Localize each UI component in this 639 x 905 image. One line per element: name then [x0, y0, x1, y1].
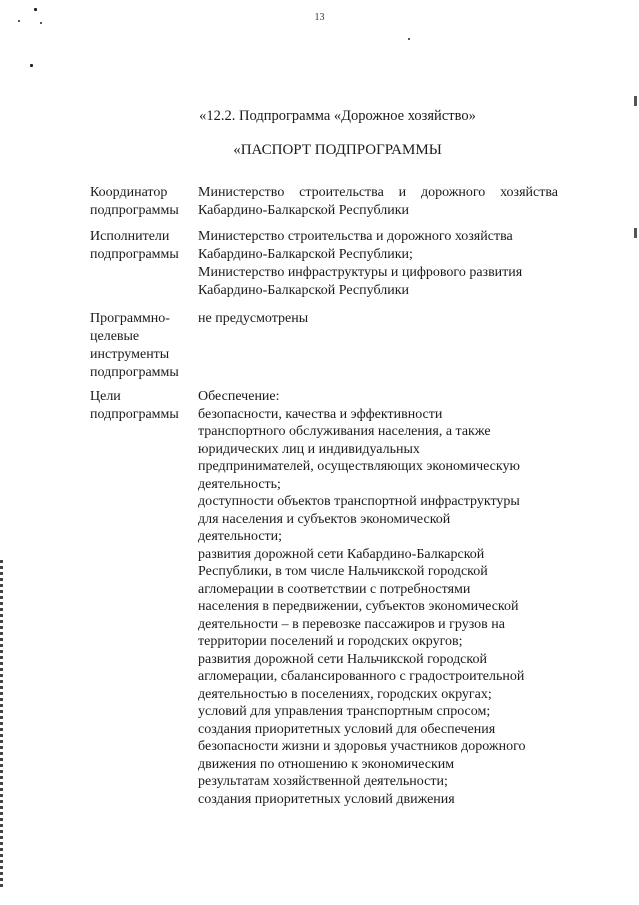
- row-value: [198, 228, 558, 300]
- row-label: [90, 184, 195, 220]
- scan-speck: [30, 64, 33, 67]
- value-line: юридических лиц и индивидуальных: [198, 441, 420, 457]
- scan-speck: [408, 38, 410, 40]
- value-line: не предусмотрены: [198, 311, 309, 326]
- value-line: транспортного обслуживания населения, а также: [198, 424, 491, 439]
- row-value: [198, 184, 558, 220]
- label-line: целевые: [90, 329, 140, 344]
- value-line: деятельности;: [198, 529, 283, 544]
- value-line: Республики, в том числе Нальчикской городской: [198, 564, 488, 579]
- label-line: подпрограммы: [90, 407, 179, 422]
- label-line: Координатор: [90, 185, 168, 200]
- value-line: развития дорожной сети Нальчикской городской: [198, 651, 487, 667]
- value-line: предпринимателей, осуществляющих экономическую: [198, 459, 520, 474]
- scan-edge-mark: [634, 228, 637, 238]
- value-line: Министерство инфраструктуры и цифрового развития: [198, 265, 523, 280]
- value-line: результатам хозяйственной деятельности;: [198, 774, 448, 789]
- scan-edge-stamp: [0, 560, 3, 890]
- value-line: Кабардино-Балкарской Республики: [198, 203, 409, 218]
- scan-edge-mark: [634, 96, 637, 106]
- label-line: подпрограммы: [90, 203, 179, 218]
- scan-speck: [18, 20, 20, 22]
- scan-speck: [40, 22, 42, 24]
- label-line: инструменты: [90, 347, 170, 362]
- value-line: движения по отношению к экономическим: [198, 756, 455, 772]
- label-line: Исполнители: [90, 229, 170, 244]
- value-line: создания приоритетных условий для обеспечения: [198, 721, 496, 737]
- section-heading: «12.2. Подпрограмма «Дорожное хозяйство»: [199, 108, 476, 124]
- label-line: Программно-: [90, 311, 170, 326]
- passport-heading: «ПАСПОРТ ПОДПРОГРАММЫ: [233, 142, 442, 158]
- value-line: для населения и субъектов экономической: [198, 511, 451, 527]
- value-line: Министерство строительства и дорожного хозяйства: [198, 229, 513, 244]
- value-line: деятельность;: [198, 476, 281, 492]
- value-line: создания приоритетных условий движения: [198, 791, 455, 807]
- value-line: развития дорожной сети Кабардино-Балкарской: [198, 546, 485, 562]
- value-line: Обеспечение:: [198, 389, 280, 404]
- row-value: [198, 388, 558, 808]
- page-number: 13: [314, 12, 325, 23]
- row-label: [90, 228, 195, 264]
- label-line: подпрограммы: [90, 247, 179, 262]
- value-line: Министерство строительства и дорожного хозяйства: [198, 185, 558, 200]
- value-line: территории поселений и городских округов;: [198, 634, 463, 649]
- value-line: Кабардино-Балкарской Республики: [198, 283, 409, 298]
- value-line: агломерации, сбалансированного с градостроительной: [198, 669, 525, 684]
- value-line: условий для управления транспортным спросом;: [198, 704, 491, 719]
- label-line: Цели: [90, 389, 121, 404]
- row-label: [90, 310, 195, 382]
- value-line: Кабардино-Балкарской Республики;: [198, 247, 413, 262]
- label-line: подпрограммы: [90, 365, 179, 380]
- value-line: деятельности – в перевозке пассажиров и грузов на: [198, 616, 505, 632]
- value-line: деятельностью в поселениях, городских округах;: [198, 686, 492, 702]
- row-label: [90, 388, 195, 424]
- scan-speck: [34, 8, 37, 11]
- value-line: населения в передвижении, субъектов экономической: [198, 599, 519, 614]
- value-line: безопасности, качества и эффективности: [198, 406, 443, 422]
- row-value: [198, 310, 558, 328]
- value-line: доступности объектов транспортной инфраструктуры: [198, 494, 520, 509]
- value-line: безопасности жизни и здоровья участников дорожного: [198, 739, 526, 754]
- value-line: агломерации в соответствии с потребностями: [198, 581, 471, 597]
